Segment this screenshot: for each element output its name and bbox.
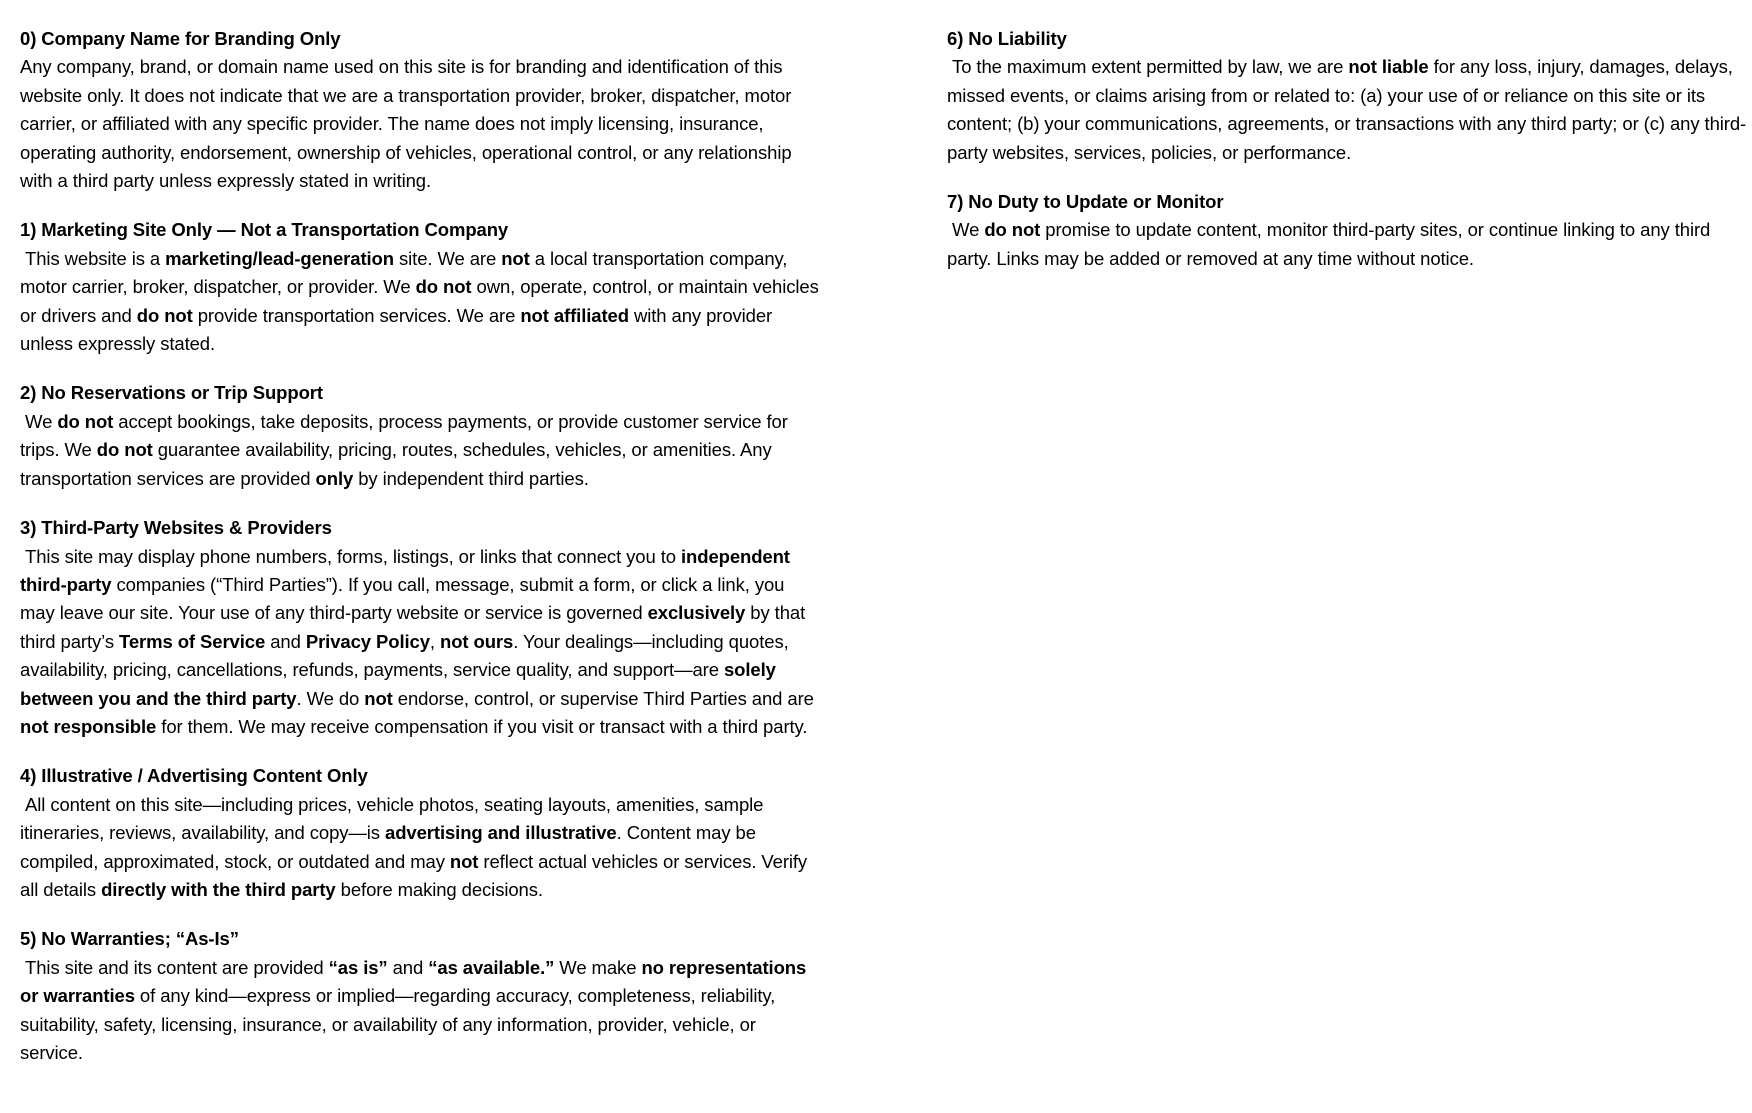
section-heading: 2) No Reservations or Trip Support <box>20 382 323 404</box>
section-company-name-branding <box>20 25 820 195</box>
section-heading: 3) Third-Party Websites & Providers <box>20 517 332 539</box>
section-heading: 7) No Duty to Update or Monitor <box>947 191 1224 213</box>
section-body: We do not promise to update content, monitor third-party sites, or continue linking to any third party. Links may be added or removed at any time without notice. <box>947 219 1716 269</box>
section-body: All content on this site—including prices, vehicle photos, seating layouts, amenities, sample itineraries, reviews, availability, and copy—is advertising and illustrative. Content may be compiled, approximated, stock, or outdated and may not reflect actual vehicles or services. Verify all details directly with the third party before making decisions. <box>20 793 813 900</box>
section-heading: 5) No Warranties; “As-Is” <box>20 928 239 950</box>
section-body: To the maximum extent permitted by law, we are not liable for any loss, injury, damages, delays, missed events, or claims arising from or related to: (a) your use of or reliance on this site or its content; (b) your communications, agreements, or transactions with any third party; or (c) any third-party websites, services, policies, or performance. <box>947 56 1747 163</box>
section-body: We do not accept bookings, take deposits, process payments, or provide customer service for trips. We do not guarantee availability, pricing, routes, schedules, vehicles, or amenities. Any transportation services are provided only by independent third parties. <box>20 410 793 489</box>
section-no-reservations <box>20 379 820 493</box>
section-heading: 6) No Liability <box>947 28 1067 49</box>
section-body: This site and its content are provided “as is” and “as available.” We make no representations or warranties of any kind—express or implied—regarding accuracy, completeness, reliability, suitability, safety, licensing, insurance, or availability of any information, provider, vehicle, or service. <box>20 956 812 1063</box>
section-marketing-site-only <box>20 216 824 358</box>
section-body: Any company, brand, or domain name used on this site is for branding and identification of this website only. It does not indicate that we are a transportation provider, broker, dispatcher, motor carrier, or affiliated with any specific provider. The name does not imply licensing, insurance, operating authority, endorsement, ownership of vehicles, operational control, or any relationship with a third party unless expressly stated in writing. <box>20 56 797 192</box>
section-heading: 0) Company Name for Branding Only <box>20 28 341 49</box>
section-third-party-websites <box>20 514 820 741</box>
section-heading: 4) Illustrative / Advertising Content Only <box>20 765 368 787</box>
section-no-duty-to-update <box>947 188 1747 273</box>
section-body: This website is a marketing/lead-generation site. We are not a local transportation company, motor carrier, broker, dispatcher, or provider. We do not own, operate, control, or maintain vehicles or drivers and do not provide transportation services. We are not affiliated with any provider unless expressly stated. <box>20 247 824 355</box>
section-no-liability <box>947 25 1747 167</box>
section-no-warranties <box>20 925 820 1067</box>
section-heading: 1) Marketing Site Only — Not a Transportation Company <box>20 219 509 241</box>
section-body: This site may display phone numbers, forms, listings, or links that connect you to independent third-party companies (“Third Parties”). If you call, message, submit a form, or click a link, you may leave our site. Your use of any third-party website or service is governed exclusively by that third party’s Terms of Service and Privacy Policy, not ours. Your dealings—including quotes, availability, pricing, cancellations, refunds, payments, service quality, and support—are solely between you and the third party. We do not endorse, control, or supervise Third Parties and are not responsible for them. We may receive compensation if you visit or transact with a third party. <box>20 545 819 737</box>
section-illustrative-content <box>20 762 820 904</box>
